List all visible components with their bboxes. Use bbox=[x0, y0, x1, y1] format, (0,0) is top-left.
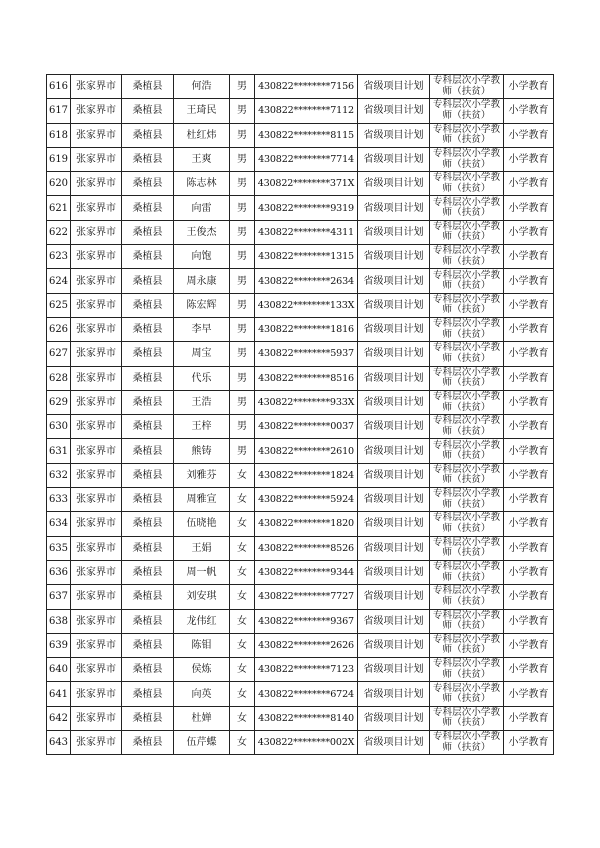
county-cell: 桑植县 bbox=[122, 342, 174, 366]
position-cell: 专科层次小学教师（扶贫） bbox=[430, 658, 504, 682]
county-cell: 桑植县 bbox=[122, 196, 174, 220]
position-cell: 专科层次小学教师（扶贫） bbox=[430, 512, 504, 536]
row-number-cell: 621 bbox=[47, 196, 71, 220]
major-cell: 小学教育 bbox=[504, 682, 554, 706]
id-number-cell: 430822********4311 bbox=[255, 220, 358, 244]
id-number-cell: 430822********9319 bbox=[255, 196, 358, 220]
city-cell: 张家界市 bbox=[71, 123, 122, 147]
major-cell: 小学教育 bbox=[504, 123, 554, 147]
id-number-cell: 430822********371X bbox=[255, 172, 358, 196]
county-cell: 桑植县 bbox=[122, 317, 174, 341]
gender-cell: 男 bbox=[230, 269, 255, 293]
city-cell: 张家界市 bbox=[71, 75, 122, 99]
name-cell: 周一帆 bbox=[174, 560, 230, 584]
gender-cell: 女 bbox=[230, 706, 255, 730]
table-row bbox=[47, 220, 554, 244]
table-row bbox=[47, 390, 554, 414]
row-number-cell: 616 bbox=[47, 75, 71, 99]
id-number-cell: 430822********9344 bbox=[255, 560, 358, 584]
city-cell: 张家界市 bbox=[71, 512, 122, 536]
position-cell: 专科层次小学教师（扶贫） bbox=[430, 220, 504, 244]
id-number-cell: 430822********8516 bbox=[255, 366, 358, 390]
major-cell: 小学教育 bbox=[504, 488, 554, 512]
position-cell: 专科层次小学教师（扶贫） bbox=[430, 609, 504, 633]
id-number-cell: 430822********1824 bbox=[255, 463, 358, 487]
table-row bbox=[47, 99, 554, 123]
county-cell: 桑植县 bbox=[122, 633, 174, 657]
position-cell: 专科层次小学教师（扶贫） bbox=[430, 366, 504, 390]
county-cell: 桑植县 bbox=[122, 366, 174, 390]
city-cell: 张家界市 bbox=[71, 172, 122, 196]
table-row bbox=[47, 269, 554, 293]
position-cell: 专科层次小学教师（扶贫） bbox=[430, 293, 504, 317]
gender-cell: 男 bbox=[230, 75, 255, 99]
plan-type-cell: 省级项目计划 bbox=[358, 123, 430, 147]
gender-cell: 女 bbox=[230, 731, 255, 755]
position-cell: 专科层次小学教师（扶贫） bbox=[430, 75, 504, 99]
name-cell: 杜红炜 bbox=[174, 123, 230, 147]
position-cell: 专科层次小学教师（扶贫） bbox=[430, 99, 504, 123]
name-cell: 周宝 bbox=[174, 342, 230, 366]
row-number-cell: 618 bbox=[47, 123, 71, 147]
gender-cell: 男 bbox=[230, 245, 255, 269]
name-cell: 伍晓艳 bbox=[174, 512, 230, 536]
major-cell: 小学教育 bbox=[504, 317, 554, 341]
table-row bbox=[47, 293, 554, 317]
city-cell: 张家界市 bbox=[71, 706, 122, 730]
county-cell: 桑植县 bbox=[122, 682, 174, 706]
county-cell: 桑植县 bbox=[122, 415, 174, 439]
id-number-cell: 430822********002X bbox=[255, 731, 358, 755]
position-cell: 专科层次小学教师（扶贫） bbox=[430, 560, 504, 584]
row-number-cell: 632 bbox=[47, 463, 71, 487]
position-cell: 专科层次小学教师（扶贫） bbox=[430, 463, 504, 487]
id-number-cell: 430822********7112 bbox=[255, 99, 358, 123]
row-number-cell: 634 bbox=[47, 512, 71, 536]
table-row bbox=[47, 196, 554, 220]
county-cell: 桑植县 bbox=[122, 560, 174, 584]
name-cell: 向雷 bbox=[174, 196, 230, 220]
county-cell: 桑植县 bbox=[122, 512, 174, 536]
plan-type-cell: 省级项目计划 bbox=[358, 75, 430, 99]
gender-cell: 男 bbox=[230, 366, 255, 390]
plan-type-cell: 省级项目计划 bbox=[358, 463, 430, 487]
row-number-cell: 626 bbox=[47, 317, 71, 341]
plan-type-cell: 省级项目计划 bbox=[358, 196, 430, 220]
roster-table bbox=[46, 74, 554, 755]
table-row bbox=[47, 342, 554, 366]
id-number-cell: 430822********9367 bbox=[255, 609, 358, 633]
table-row bbox=[47, 172, 554, 196]
major-cell: 小学教育 bbox=[504, 609, 554, 633]
plan-type-cell: 省级项目计划 bbox=[358, 731, 430, 755]
id-number-cell: 430822********1315 bbox=[255, 245, 358, 269]
plan-type-cell: 省级项目计划 bbox=[358, 317, 430, 341]
city-cell: 张家界市 bbox=[71, 488, 122, 512]
plan-type-cell: 省级项目计划 bbox=[358, 512, 430, 536]
row-number-cell: 633 bbox=[47, 488, 71, 512]
major-cell: 小学教育 bbox=[504, 585, 554, 609]
id-number-cell: 430822********133X bbox=[255, 293, 358, 317]
name-cell: 陈宏辉 bbox=[174, 293, 230, 317]
city-cell: 张家界市 bbox=[71, 463, 122, 487]
plan-type-cell: 省级项目计划 bbox=[358, 390, 430, 414]
table-row bbox=[47, 366, 554, 390]
row-number-cell: 629 bbox=[47, 390, 71, 414]
major-cell: 小学教育 bbox=[504, 342, 554, 366]
name-cell: 王浩 bbox=[174, 390, 230, 414]
position-cell: 专科层次小学教师（扶贫） bbox=[430, 731, 504, 755]
row-number-cell: 638 bbox=[47, 609, 71, 633]
name-cell: 伍芹蝶 bbox=[174, 731, 230, 755]
id-number-cell: 430822********933X bbox=[255, 390, 358, 414]
major-cell: 小学教育 bbox=[504, 536, 554, 560]
city-cell: 张家界市 bbox=[71, 366, 122, 390]
id-number-cell: 430822********2626 bbox=[255, 633, 358, 657]
city-cell: 张家界市 bbox=[71, 342, 122, 366]
gender-cell: 女 bbox=[230, 609, 255, 633]
gender-cell: 男 bbox=[230, 147, 255, 171]
plan-type-cell: 省级项目计划 bbox=[358, 585, 430, 609]
plan-type-cell: 省级项目计划 bbox=[358, 342, 430, 366]
position-cell: 专科层次小学教师（扶贫） bbox=[430, 585, 504, 609]
gender-cell: 男 bbox=[230, 439, 255, 463]
gender-cell: 男 bbox=[230, 99, 255, 123]
row-number-cell: 619 bbox=[47, 147, 71, 171]
gender-cell: 女 bbox=[230, 536, 255, 560]
major-cell: 小学教育 bbox=[504, 633, 554, 657]
name-cell: 周雅宣 bbox=[174, 488, 230, 512]
gender-cell: 女 bbox=[230, 633, 255, 657]
position-cell: 专科层次小学教师（扶贫） bbox=[430, 415, 504, 439]
id-number-cell: 430822********7714 bbox=[255, 147, 358, 171]
row-number-cell: 620 bbox=[47, 172, 71, 196]
city-cell: 张家界市 bbox=[71, 560, 122, 584]
city-cell: 张家界市 bbox=[71, 585, 122, 609]
name-cell: 熊铸 bbox=[174, 439, 230, 463]
city-cell: 张家界市 bbox=[71, 293, 122, 317]
position-cell: 专科层次小学教师（扶贫） bbox=[430, 245, 504, 269]
table-row bbox=[47, 682, 554, 706]
gender-cell: 男 bbox=[230, 172, 255, 196]
county-cell: 桑植县 bbox=[122, 706, 174, 730]
row-number-cell: 622 bbox=[47, 220, 71, 244]
row-number-cell: 635 bbox=[47, 536, 71, 560]
city-cell: 张家界市 bbox=[71, 269, 122, 293]
plan-type-cell: 省级项目计划 bbox=[358, 269, 430, 293]
table-row bbox=[47, 585, 554, 609]
id-number-cell: 430822********0037 bbox=[255, 415, 358, 439]
row-number-cell: 617 bbox=[47, 99, 71, 123]
position-cell: 专科层次小学教师（扶贫） bbox=[430, 633, 504, 657]
county-cell: 桑植县 bbox=[122, 658, 174, 682]
gender-cell: 女 bbox=[230, 658, 255, 682]
row-number-cell: 627 bbox=[47, 342, 71, 366]
major-cell: 小学教育 bbox=[504, 658, 554, 682]
table-row bbox=[47, 658, 554, 682]
row-number-cell: 636 bbox=[47, 560, 71, 584]
table-row bbox=[47, 633, 554, 657]
county-cell: 桑植县 bbox=[122, 220, 174, 244]
plan-type-cell: 省级项目计划 bbox=[358, 488, 430, 512]
position-cell: 专科层次小学教师（扶贫） bbox=[430, 147, 504, 171]
plan-type-cell: 省级项目计划 bbox=[358, 706, 430, 730]
table-row bbox=[47, 706, 554, 730]
city-cell: 张家界市 bbox=[71, 682, 122, 706]
table-row bbox=[47, 75, 554, 99]
name-cell: 龙伟红 bbox=[174, 609, 230, 633]
position-cell: 专科层次小学教师（扶贫） bbox=[430, 536, 504, 560]
name-cell: 刘雅芬 bbox=[174, 463, 230, 487]
county-cell: 桑植县 bbox=[122, 731, 174, 755]
row-number-cell: 641 bbox=[47, 682, 71, 706]
major-cell: 小学教育 bbox=[504, 99, 554, 123]
major-cell: 小学教育 bbox=[504, 560, 554, 584]
id-number-cell: 430822********6724 bbox=[255, 682, 358, 706]
table-row bbox=[47, 415, 554, 439]
major-cell: 小学教育 bbox=[504, 147, 554, 171]
position-cell: 专科层次小学教师（扶贫） bbox=[430, 682, 504, 706]
name-cell: 代乐 bbox=[174, 366, 230, 390]
city-cell: 张家界市 bbox=[71, 390, 122, 414]
id-number-cell: 430822********8526 bbox=[255, 536, 358, 560]
id-number-cell: 430822********8140 bbox=[255, 706, 358, 730]
major-cell: 小学教育 bbox=[504, 75, 554, 99]
major-cell: 小学教育 bbox=[504, 172, 554, 196]
county-cell: 桑植县 bbox=[122, 293, 174, 317]
county-cell: 桑植县 bbox=[122, 439, 174, 463]
table-row bbox=[47, 245, 554, 269]
plan-type-cell: 省级项目计划 bbox=[358, 415, 430, 439]
plan-type-cell: 省级项目计划 bbox=[358, 633, 430, 657]
gender-cell: 女 bbox=[230, 512, 255, 536]
row-number-cell: 624 bbox=[47, 269, 71, 293]
row-number-cell: 642 bbox=[47, 706, 71, 730]
plan-type-cell: 省级项目计划 bbox=[358, 609, 430, 633]
gender-cell: 男 bbox=[230, 415, 255, 439]
gender-cell: 男 bbox=[230, 317, 255, 341]
major-cell: 小学教育 bbox=[504, 731, 554, 755]
position-cell: 专科层次小学教师（扶贫） bbox=[430, 269, 504, 293]
id-number-cell: 430822********8115 bbox=[255, 123, 358, 147]
gender-cell: 女 bbox=[230, 682, 255, 706]
major-cell: 小学教育 bbox=[504, 463, 554, 487]
major-cell: 小学教育 bbox=[504, 439, 554, 463]
plan-type-cell: 省级项目计划 bbox=[358, 245, 430, 269]
gender-cell: 男 bbox=[230, 342, 255, 366]
id-number-cell: 430822********2634 bbox=[255, 269, 358, 293]
table-row bbox=[47, 512, 554, 536]
name-cell: 周永康 bbox=[174, 269, 230, 293]
position-cell: 专科层次小学教师（扶贫） bbox=[430, 123, 504, 147]
major-cell: 小学教育 bbox=[504, 245, 554, 269]
city-cell: 张家界市 bbox=[71, 439, 122, 463]
county-cell: 桑植县 bbox=[122, 245, 174, 269]
name-cell: 王梓 bbox=[174, 415, 230, 439]
id-number-cell: 430822********1820 bbox=[255, 512, 358, 536]
plan-type-cell: 省级项目计划 bbox=[358, 439, 430, 463]
city-cell: 张家界市 bbox=[71, 220, 122, 244]
position-cell: 专科层次小学教师（扶贫） bbox=[430, 172, 504, 196]
city-cell: 张家界市 bbox=[71, 536, 122, 560]
major-cell: 小学教育 bbox=[504, 706, 554, 730]
gender-cell: 男 bbox=[230, 123, 255, 147]
gender-cell: 男 bbox=[230, 196, 255, 220]
table-body bbox=[47, 75, 554, 755]
id-number-cell: 430822********1816 bbox=[255, 317, 358, 341]
county-cell: 桑植县 bbox=[122, 123, 174, 147]
id-number-cell: 430822********2610 bbox=[255, 439, 358, 463]
table-row bbox=[47, 488, 554, 512]
plan-type-cell: 省级项目计划 bbox=[358, 172, 430, 196]
name-cell: 陈钼 bbox=[174, 633, 230, 657]
major-cell: 小学教育 bbox=[504, 390, 554, 414]
name-cell: 王琦民 bbox=[174, 99, 230, 123]
table-row bbox=[47, 123, 554, 147]
city-cell: 张家界市 bbox=[71, 147, 122, 171]
name-cell: 何浩 bbox=[174, 75, 230, 99]
plan-type-cell: 省级项目计划 bbox=[358, 293, 430, 317]
name-cell: 李早 bbox=[174, 317, 230, 341]
position-cell: 专科层次小学教师（扶贫） bbox=[430, 196, 504, 220]
table-row bbox=[47, 147, 554, 171]
table-row bbox=[47, 439, 554, 463]
name-cell: 杜婵 bbox=[174, 706, 230, 730]
row-number-cell: 643 bbox=[47, 731, 71, 755]
county-cell: 桑植县 bbox=[122, 609, 174, 633]
position-cell: 专科层次小学教师（扶贫） bbox=[430, 439, 504, 463]
county-cell: 桑植县 bbox=[122, 269, 174, 293]
name-cell: 王俊杰 bbox=[174, 220, 230, 244]
plan-type-cell: 省级项目计划 bbox=[358, 682, 430, 706]
city-cell: 张家界市 bbox=[71, 658, 122, 682]
position-cell: 专科层次小学教师（扶贫） bbox=[430, 317, 504, 341]
city-cell: 张家界市 bbox=[71, 609, 122, 633]
major-cell: 小学教育 bbox=[504, 512, 554, 536]
major-cell: 小学教育 bbox=[504, 269, 554, 293]
row-number-cell: 630 bbox=[47, 415, 71, 439]
position-cell: 专科层次小学教师（扶贫） bbox=[430, 706, 504, 730]
city-cell: 张家界市 bbox=[71, 317, 122, 341]
id-number-cell: 430822********7123 bbox=[255, 658, 358, 682]
table-row bbox=[47, 463, 554, 487]
row-number-cell: 637 bbox=[47, 585, 71, 609]
id-number-cell: 430822********5924 bbox=[255, 488, 358, 512]
name-cell: 向饱 bbox=[174, 245, 230, 269]
row-number-cell: 639 bbox=[47, 633, 71, 657]
city-cell: 张家界市 bbox=[71, 731, 122, 755]
gender-cell: 女 bbox=[230, 560, 255, 584]
major-cell: 小学教育 bbox=[504, 196, 554, 220]
major-cell: 小学教育 bbox=[504, 293, 554, 317]
gender-cell: 女 bbox=[230, 585, 255, 609]
row-number-cell: 631 bbox=[47, 439, 71, 463]
city-cell: 张家界市 bbox=[71, 99, 122, 123]
plan-type-cell: 省级项目计划 bbox=[358, 536, 430, 560]
id-number-cell: 430822********7156 bbox=[255, 75, 358, 99]
table-row bbox=[47, 609, 554, 633]
id-number-cell: 430822********5937 bbox=[255, 342, 358, 366]
county-cell: 桑植县 bbox=[122, 75, 174, 99]
plan-type-cell: 省级项目计划 bbox=[358, 560, 430, 584]
gender-cell: 女 bbox=[230, 488, 255, 512]
major-cell: 小学教育 bbox=[504, 366, 554, 390]
plan-type-cell: 省级项目计划 bbox=[358, 147, 430, 171]
table-row bbox=[47, 560, 554, 584]
plan-type-cell: 省级项目计划 bbox=[358, 366, 430, 390]
id-number-cell: 430822********7727 bbox=[255, 585, 358, 609]
county-cell: 桑植县 bbox=[122, 488, 174, 512]
table-row bbox=[47, 536, 554, 560]
county-cell: 桑植县 bbox=[122, 463, 174, 487]
table-row bbox=[47, 317, 554, 341]
name-cell: 侯炼 bbox=[174, 658, 230, 682]
county-cell: 桑植县 bbox=[122, 390, 174, 414]
county-cell: 桑植县 bbox=[122, 536, 174, 560]
row-number-cell: 625 bbox=[47, 293, 71, 317]
city-cell: 张家界市 bbox=[71, 633, 122, 657]
row-number-cell: 628 bbox=[47, 366, 71, 390]
name-cell: 刘安琪 bbox=[174, 585, 230, 609]
city-cell: 张家界市 bbox=[71, 196, 122, 220]
row-number-cell: 640 bbox=[47, 658, 71, 682]
county-cell: 桑植县 bbox=[122, 99, 174, 123]
gender-cell: 男 bbox=[230, 390, 255, 414]
name-cell: 王爽 bbox=[174, 147, 230, 171]
position-cell: 专科层次小学教师（扶贫） bbox=[430, 342, 504, 366]
table-row bbox=[47, 731, 554, 755]
plan-type-cell: 省级项目计划 bbox=[358, 658, 430, 682]
name-cell: 王娟 bbox=[174, 536, 230, 560]
city-cell: 张家界市 bbox=[71, 245, 122, 269]
position-cell: 专科层次小学教师（扶贫） bbox=[430, 488, 504, 512]
county-cell: 桑植县 bbox=[122, 585, 174, 609]
plan-type-cell: 省级项目计划 bbox=[358, 220, 430, 244]
plan-type-cell: 省级项目计划 bbox=[358, 99, 430, 123]
gender-cell: 男 bbox=[230, 220, 255, 244]
county-cell: 桑植县 bbox=[122, 147, 174, 171]
row-number-cell: 623 bbox=[47, 245, 71, 269]
major-cell: 小学教育 bbox=[504, 220, 554, 244]
name-cell: 陈志林 bbox=[174, 172, 230, 196]
city-cell: 张家界市 bbox=[71, 415, 122, 439]
gender-cell: 男 bbox=[230, 293, 255, 317]
major-cell: 小学教育 bbox=[504, 415, 554, 439]
gender-cell: 女 bbox=[230, 463, 255, 487]
county-cell: 桑植县 bbox=[122, 172, 174, 196]
name-cell: 向英 bbox=[174, 682, 230, 706]
position-cell: 专科层次小学教师（扶贫） bbox=[430, 390, 504, 414]
